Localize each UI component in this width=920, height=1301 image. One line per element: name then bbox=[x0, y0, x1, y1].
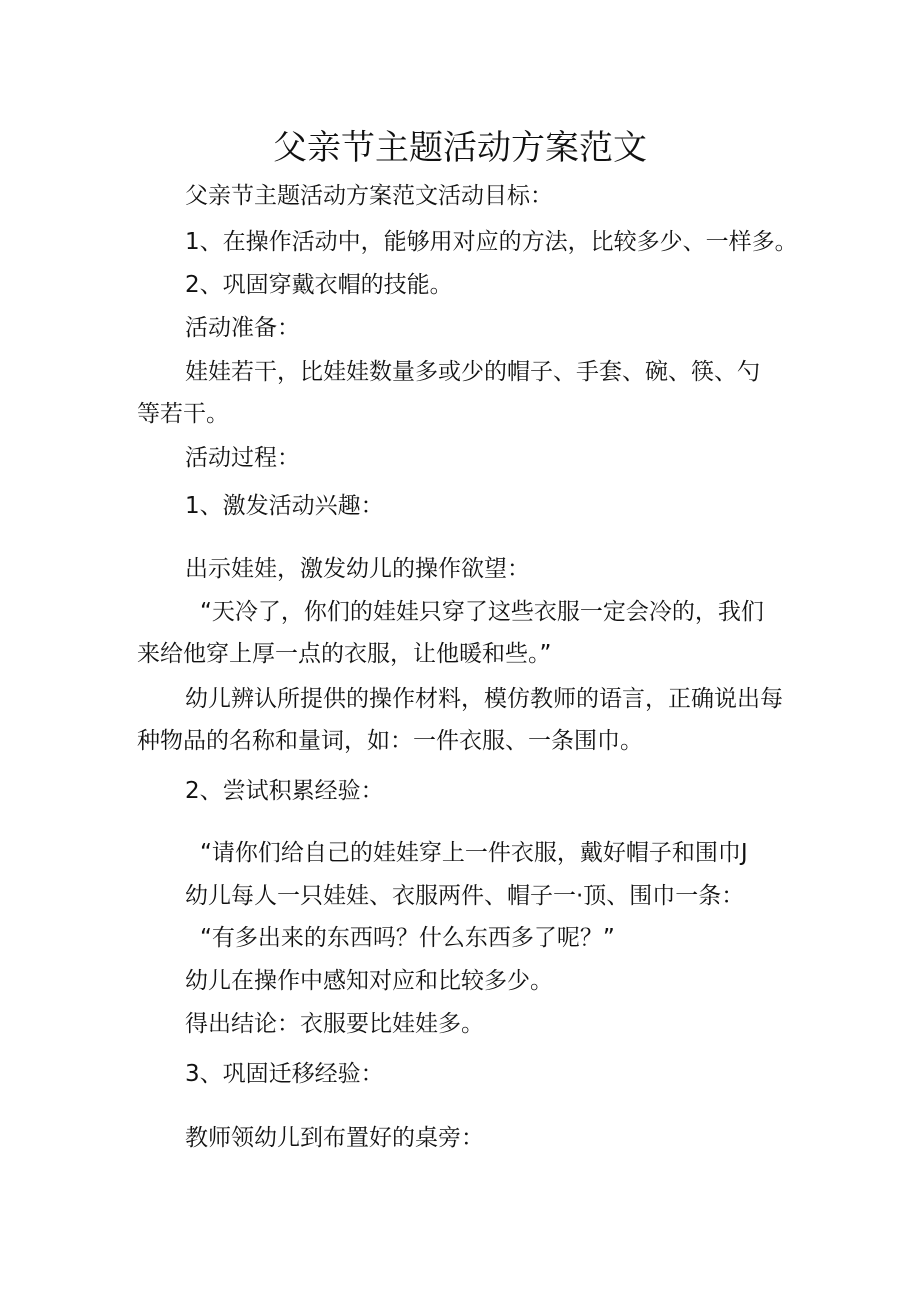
paragraph-line: 活动过程： bbox=[185, 445, 300, 471]
paragraph-line: 幼儿辨认所提供的操作材料，模仿教师的语言，正确说出每 bbox=[185, 686, 783, 712]
paragraph-line: 3、巩固迁移经验： bbox=[185, 1061, 384, 1087]
paragraph-line: 教师领幼儿到布置好的桌旁： bbox=[185, 1125, 484, 1151]
paragraph-line: 得出结论：衣服要比娃娃多。 bbox=[185, 1011, 484, 1037]
paragraph-line: 父亲节主题活动方案范文活动目标： bbox=[185, 183, 553, 209]
document-title: 父亲节主题活动方案范文 bbox=[273, 128, 647, 168]
paragraph-line: 1、在操作活动中，能够用对应的方法，比较多少、一样多。 bbox=[185, 229, 798, 255]
paragraph-line: 幼儿在操作中感知对应和比较多少。 bbox=[185, 968, 553, 994]
paragraph-line: 种物品的名称和量词，如：一件衣服、一条围巾。 bbox=[137, 728, 643, 754]
paragraph-line: 幼儿每人一只娃娃、衣服两件、帽子一·顶、围巾一条： bbox=[185, 883, 745, 909]
paragraph-line: 出示娃娃，激发幼儿的操作欲望： bbox=[185, 556, 530, 582]
paragraph-line: 来给他穿上厚一点的衣服，让他暖和些。” bbox=[137, 641, 552, 667]
paragraph-line: “有多出来的东西吗？什么东西多了呢？” bbox=[200, 925, 615, 951]
paragraph-line: 2、巩固穿戴衣帽的技能。 bbox=[185, 272, 453, 298]
paragraph-line: 等若干。 bbox=[137, 401, 229, 427]
paragraph-line: 娃娃若干，比娃娃数量多或少的帽子、手套、碗、筷、勺 bbox=[185, 359, 760, 385]
paragraph-line: 1、激发活动兴趣： bbox=[185, 493, 384, 519]
paragraph-line: “请你们给自己的娃娃穿上一件衣服，戴好帽子和围巾J bbox=[200, 840, 748, 866]
paragraph-line: “天冷了，你们的娃娃只穿了这些衣服一定会冷的，我们 bbox=[200, 599, 764, 625]
paragraph-line: 活动准备： bbox=[185, 315, 300, 341]
paragraph-line: 2、尝试积累经验： bbox=[185, 778, 384, 804]
